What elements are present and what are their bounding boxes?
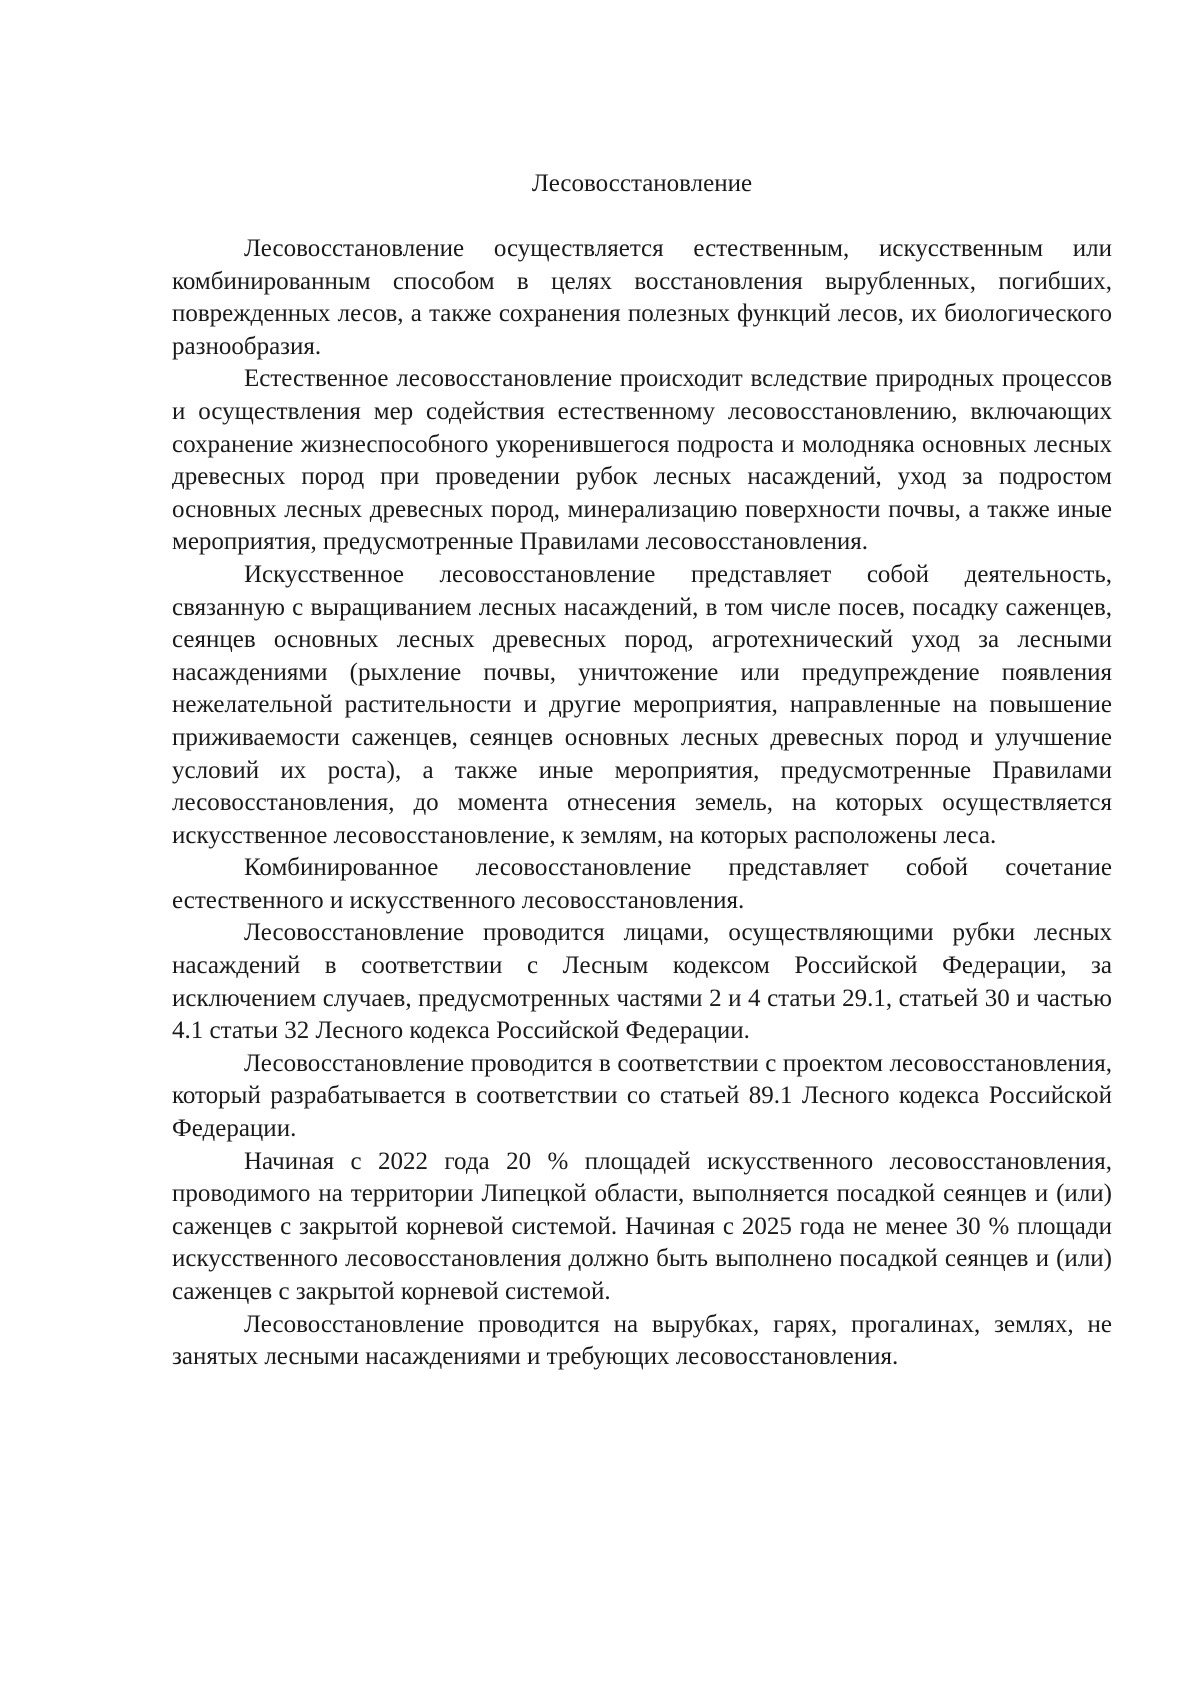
document-body	[172, 233, 1112, 1374]
paragraph: Естественное лесовосстановление происходит вследствие природных процессов и осуществления мер содействия естественному лесовосстановлению, включающих сохранение жизнеспособного укоренившегося подроста и молодняка основных лесных древесных пород при проведении рубок лесных насаждений, уход за подростом основных лесных древесных пород, минерализацию поверхности почвы, а также иные мероприятия, предусмотренные Правилами лесовосстановления.	[172, 365, 1112, 556]
paragraph: Искусственное лесовосстановление представляет собой деятельность, связанную с выращиванием лесных насаждений, в том числе посев, посадку саженцев, сеянцев основных лесных древесных пород, агротехнический уход за лесными насаждениями (рыхление почвы, уничтожение или предупреждение появления нежелательной растительности и другие мероприятия, направленные на повышение приживаемости саженцев, сеянцев основных лесных древесных пород и улучшение условий их роста), а также иные мероприятия, предусмотренные Правилами лесовосстановления, до момента отнесения земель, на которых осуществляется искусственное лесовосстановление, к землям, на которых расположены леса.	[172, 560, 1112, 849]
paragraph: Лесовосстановление проводится лицами, осуществляющими рубки лесных насаждений в соответствии с Лесным кодексом Российской Федерации, за исключением случаев, предусмотренных частями 2 и 4 статьи 29.1, статьей 30 и частью 4.1 статьи 32 Лесного кодекса Российской Федерации.	[172, 919, 1112, 1045]
document-title: Лесовосстановление	[531, 170, 753, 197]
paragraph: Лесовосстановление осуществляется естественным, искусственным или комбинированным способом в целях восстановления вырубленных, погибших, поврежденных лесов, а также сохранения полезных функций лесов, их биологического разнообразия.	[172, 235, 1112, 360]
paragraph: Лесовосстановление проводится в соответствии с проектом лесовосстановления, который разрабатывается в соответствии со статьей 89.1 Лесного кодекса Российской Федерации.	[172, 1049, 1112, 1143]
paragraph: Лесовосстановление проводится на вырубках, гарях, прогалинах, землях, не занятых лесными насаждениями и требующих лесовосстановления.	[172, 1310, 1112, 1371]
paragraph: Начиная с 2022 года 20 % площадей искусственного лесовосстановления, проводимого на территории Липецкой области, выполняется посадкой сеянцев и (или) саженцев с закрытой корневой системой. Начиная с 2025 года не менее 30 % площади искусственного лесовосстановления должно быть выполнено посадкой сеянцев и (или) саженцев с закрытой корневой системой.	[172, 1147, 1112, 1305]
paragraph: Комбинированное лесовосстановление представляет собой сочетание естественного и искусственного лесовосстановления.	[172, 854, 1112, 914]
